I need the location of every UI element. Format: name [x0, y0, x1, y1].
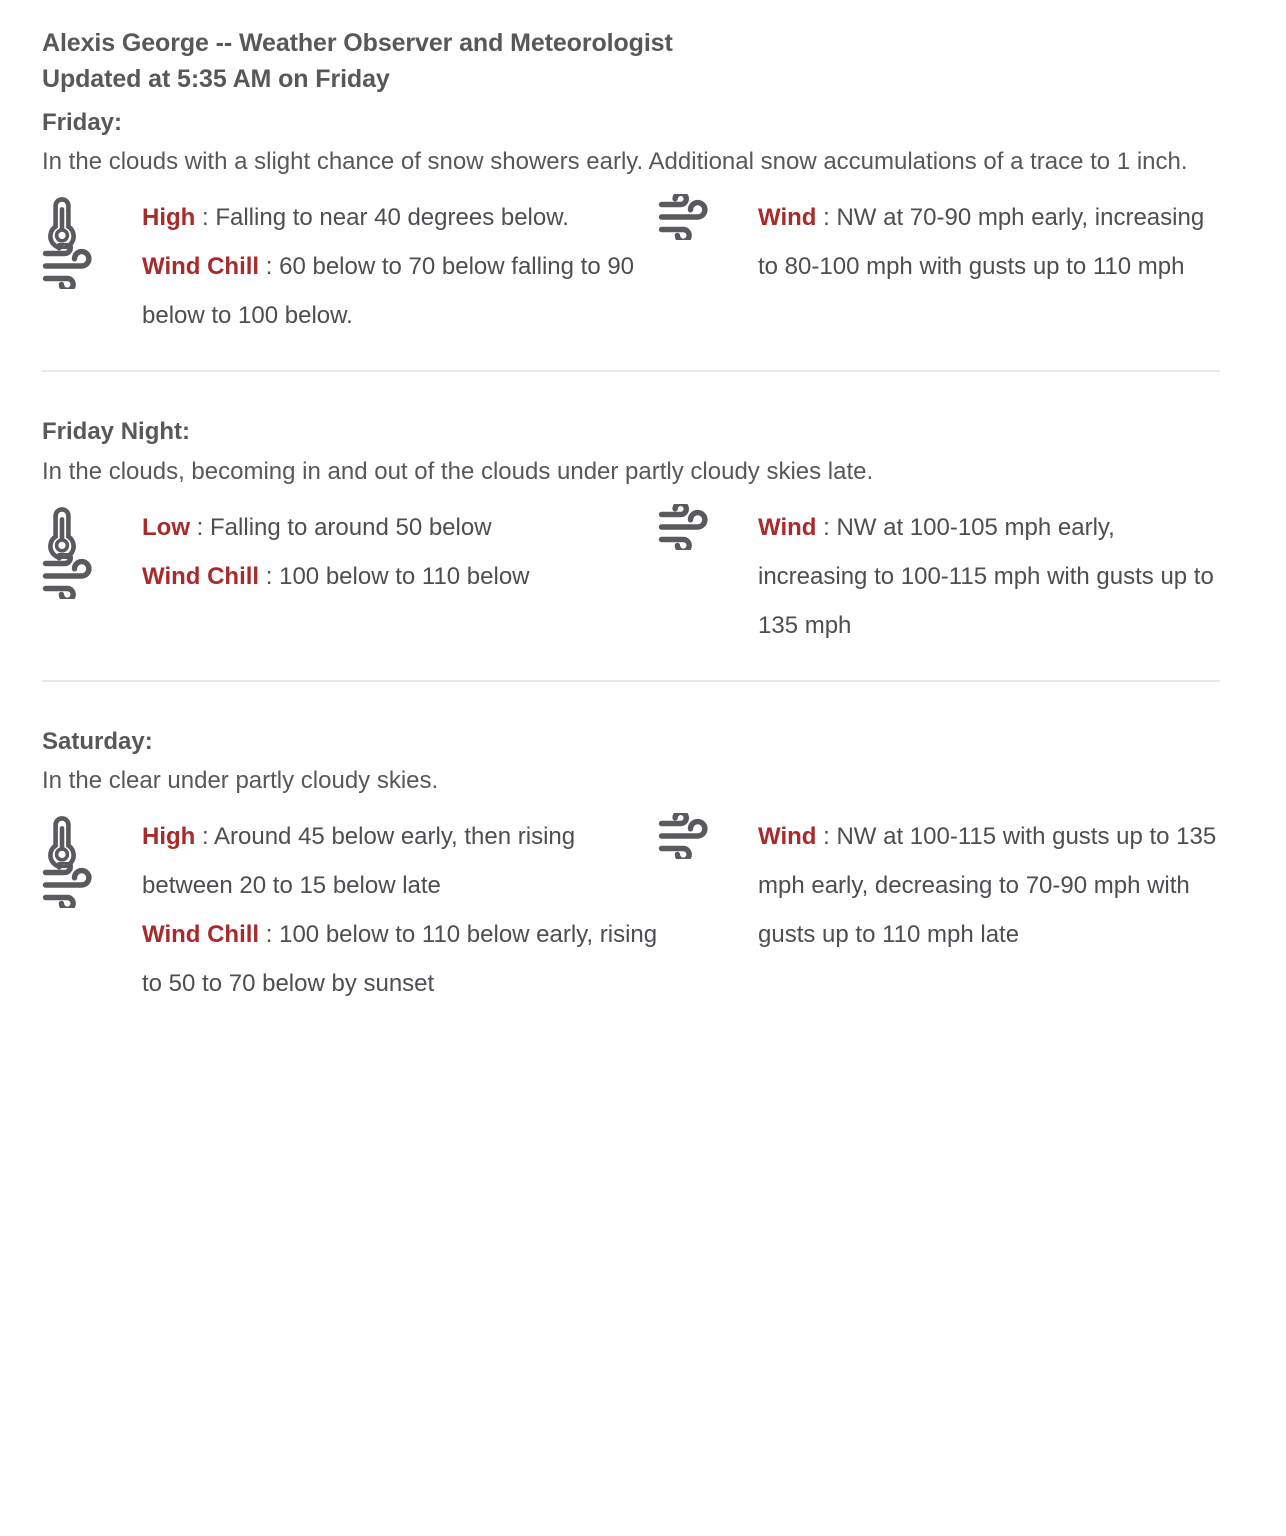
- field-value: Around 45 below early, then rising between 20 to 15 below late: [142, 823, 576, 900]
- forecast-left-column: [42, 193, 658, 340]
- forecast-detail-columns: [42, 503, 1244, 650]
- forecast-day-title: Friday Night:: [42, 418, 190, 446]
- byline: [42, 26, 1244, 97]
- forecast-field: [142, 242, 658, 340]
- icon-stack: [42, 812, 142, 912]
- forecast-right-column: [658, 812, 1228, 959]
- field-separator: :: [190, 513, 211, 541]
- forecast-block: [42, 97, 1244, 372]
- forecast-right-column: [658, 503, 1228, 650]
- field-label: High: [142, 204, 196, 232]
- field-separator: :: [816, 823, 837, 851]
- forecast-block: [42, 406, 1244, 681]
- icon-slot: [42, 244, 142, 293]
- forecast-left-column: [42, 812, 658, 1008]
- icon-stack: [42, 193, 142, 293]
- wind-icon: [658, 504, 716, 555]
- field-list: [758, 812, 1228, 959]
- block-spacer: [42, 682, 1244, 716]
- field-list: [758, 193, 1228, 291]
- field-label: Wind: [758, 823, 817, 851]
- field-value: 100 below to 110 below: [279, 562, 530, 590]
- wind-icon: [42, 553, 100, 604]
- icon-slot: [42, 814, 142, 863]
- icon-slot: [658, 814, 758, 863]
- field-value: 100 below to 110 below early, rising to 50 to 70 below by sunset: [142, 921, 658, 998]
- forecast-summary: In the clear under partly cloudy skies.: [42, 767, 439, 795]
- field-list: [142, 503, 658, 601]
- wind-icon: [42, 243, 100, 294]
- block-spacer: [42, 372, 1244, 406]
- field-label: Wind Chill: [142, 921, 260, 949]
- forecast-left-column: [42, 503, 658, 603]
- field-separator: :: [259, 562, 280, 590]
- icon-stack: [658, 193, 758, 244]
- wind-icon: [658, 194, 716, 245]
- field-separator: :: [259, 921, 280, 949]
- icon-slot: [42, 195, 142, 244]
- field-separator: :: [195, 204, 216, 232]
- forecast-field: [142, 552, 658, 601]
- icon-slot: [42, 505, 142, 554]
- field-label: Wind: [758, 204, 817, 232]
- field-list: [142, 812, 658, 1008]
- field-list: [758, 503, 1228, 650]
- field-label: Wind Chill: [142, 253, 260, 281]
- field-label: Wind Chill: [142, 562, 260, 590]
- forecast-summary: In the clouds, becoming in and out of the clouds under partly cloudy skies late.: [42, 457, 874, 485]
- field-label: High: [142, 823, 196, 851]
- forecast-block: [42, 716, 1244, 1008]
- field-value: NW at 100-115 with gusts up to 135 mph early, decreasing to 70-90 mph with gusts up to 110 mph late: [758, 823, 1217, 949]
- forecast-summary: In the clouds with a slight chance of snow showers early. Additional snow accumulations of a trace to 1 inch.: [42, 148, 1188, 176]
- forecast-field: [758, 503, 1228, 650]
- forecast-field: [142, 503, 658, 552]
- icon-slot: [658, 195, 758, 244]
- forecast-field: [142, 910, 658, 1008]
- field-value: 60 below to 70 below falling to 90 below to 100 below.: [142, 253, 635, 330]
- field-value: Falling to around 50 below: [210, 513, 492, 541]
- forecast-list: [42, 97, 1244, 1008]
- field-label: Low: [142, 513, 190, 541]
- forecast-field: [142, 812, 658, 910]
- wind-icon: [42, 862, 100, 913]
- forecast-field: [758, 193, 1228, 291]
- icon-slot: [658, 505, 758, 554]
- icon-stack: [658, 812, 758, 863]
- icon-stack: [42, 503, 142, 603]
- field-label: Wind: [758, 513, 817, 541]
- updated-timestamp: Updated at 5:35 AM on Friday: [42, 64, 390, 93]
- field-separator: :: [816, 513, 837, 541]
- field-value: NW at 70-90 mph early, increasing to 80-100 mph with gusts up to 110 mph: [758, 204, 1205, 281]
- icon-slot: [42, 863, 142, 912]
- forecast-day-title: Saturday:: [42, 727, 153, 755]
- field-list: [142, 193, 658, 340]
- forecast-field: [142, 193, 658, 242]
- field-separator: :: [195, 823, 215, 851]
- forecast-field: [758, 812, 1228, 959]
- forecast-detail-columns: [42, 193, 1244, 340]
- forecast-day-title: Friday:: [42, 109, 123, 136]
- field-separator: :: [259, 253, 280, 281]
- field-value: NW at 100-105 mph early, increasing to 100-115 mph with gusts up to 135 mph: [758, 513, 1214, 639]
- wind-icon: [658, 813, 716, 864]
- icon-stack: [658, 503, 758, 554]
- field-separator: :: [816, 204, 837, 232]
- observer-name: Alexis George -- Weather Observer and Meteorologist: [42, 29, 673, 57]
- field-value: Falling to near 40 degrees below.: [215, 204, 569, 232]
- icon-slot: [42, 554, 142, 603]
- forecast-right-column: [658, 193, 1228, 291]
- forecast-detail-columns: [42, 812, 1244, 1008]
